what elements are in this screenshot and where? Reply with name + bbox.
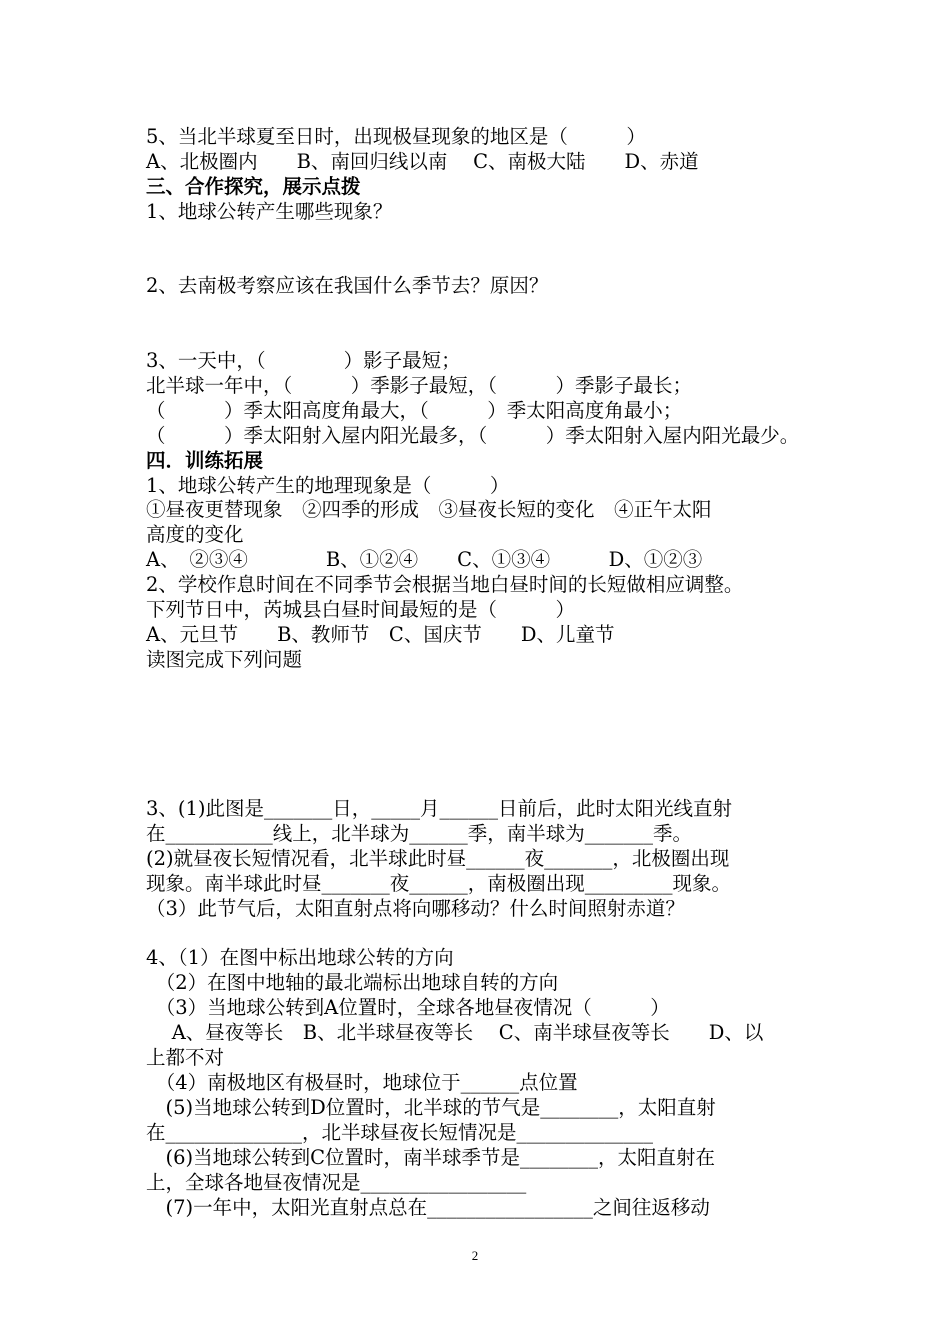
section-4-heading: 四．训练拓展 (146, 449, 264, 472)
q5-stem: 5、当北半球夏至日时，出现极昼现象的地区是（ ） (146, 125, 646, 148)
train-q3-line4: 现象。南半球此时昼_______夜______，南极圈出现_________现象。 (146, 872, 732, 895)
train-q4-part6-b: 上，全球各地昼夜情况是_________________ (146, 1171, 527, 1194)
q5-options: A、北极圈内 B、南回归线以南 C、南极大陆 D、赤道 (146, 150, 699, 173)
section-3-heading: 三、合作探究，展示点拨 (146, 175, 361, 198)
train-q4-part7: (7)一年中，太阳光直射点总在_________________之间往返移动 (146, 1196, 710, 1219)
train-q4-part5-a: (5)当地球公转到D位置时，北半球的节气是________，太阳直射 (146, 1096, 716, 1119)
explore-q3-line4: （ ）季太阳射入屋内阳光最多，（ ）季太阳射入屋内阳光最少。 (146, 424, 800, 447)
read-figure-instruction: 读图完成下列问题 (146, 648, 303, 671)
train-q1-items-b: 高度的变化 (146, 523, 244, 546)
explore-q1: 1、地球公转产生哪些现象？ (146, 200, 393, 223)
train-q2-stem-b: 下列节日中，芮城县白昼时间最短的是（ ） (146, 598, 576, 621)
train-q4-part1: 4、（1）在图中标出地球公转的方向 (146, 946, 454, 969)
train-q3-line2: 在___________线上，北半球为______季，南半球为_______季。 (146, 822, 693, 845)
explore-q2: 2、去南极考察应该在我国什么季节去？原因？ (146, 274, 549, 297)
train-q4-part3-options-cont: 上都不对 (146, 1046, 225, 1069)
explore-q3-line3: （ ）季太阳高度角最大，（ ）季太阳高度角最小； (146, 399, 683, 422)
explore-q3-line2: 北半球一年中，（ ）季影子最短，（ ）季影子最长； (146, 374, 693, 397)
page-number: 2 (471, 1248, 479, 1263)
explore-q3-line1: 3、一天中，（ ）影子最短； (146, 349, 461, 372)
train-q1-stem: 1、地球公转产生的地理现象是（ ） (146, 474, 510, 497)
train-q4-part3: （3）当地球公转到A位置时，全球各地昼夜情况（ ） (146, 996, 670, 1019)
train-q3-line1: 3、(1)此图是_______日，_____月______日前后，此时太阳光线直射 (146, 797, 733, 820)
train-q2-stem-a: 2、学校作息时间在不同季节会根据当地白昼时间的长短做相应调整。 (146, 573, 744, 596)
train-q3-line5: （3）此节气后，太阳直射点将向哪移动？什么时间照射赤道？ (146, 897, 685, 920)
train-q4-part3-options: A、昼夜等长 B、北半球昼夜等长 C、南半球昼夜等长 D、以 (146, 1021, 764, 1044)
train-q2-options: A、元旦节 B、教师节 C、国庆节 D、儿童节 (146, 623, 615, 646)
train-q4-part6-a: (6)当地球公转到C位置时，南半球季节是________，太阳直射在 (146, 1146, 716, 1169)
train-q1-options: A、 ②③④ B、①②④ C、①③④ D、①②③ (146, 548, 703, 571)
train-q4-part5-b: 在______________，北半球昼夜长短情况是______________ (146, 1121, 654, 1144)
train-q1-items-a: ①昼夜更替现象 ②四季的形成 ③昼夜长短的变化 ④正午太阳 (146, 498, 712, 521)
train-q4-part4: （4）南极地区有极昼时，地球位于______点位置 (146, 1071, 578, 1094)
train-q3-line3: (2)就昼夜长短情况看，北半球此时昼______夜_______，北极圈出现 (146, 847, 730, 870)
train-q4-part2: （2）在图中地轴的最北端标出地球自转的方向 (146, 971, 559, 994)
